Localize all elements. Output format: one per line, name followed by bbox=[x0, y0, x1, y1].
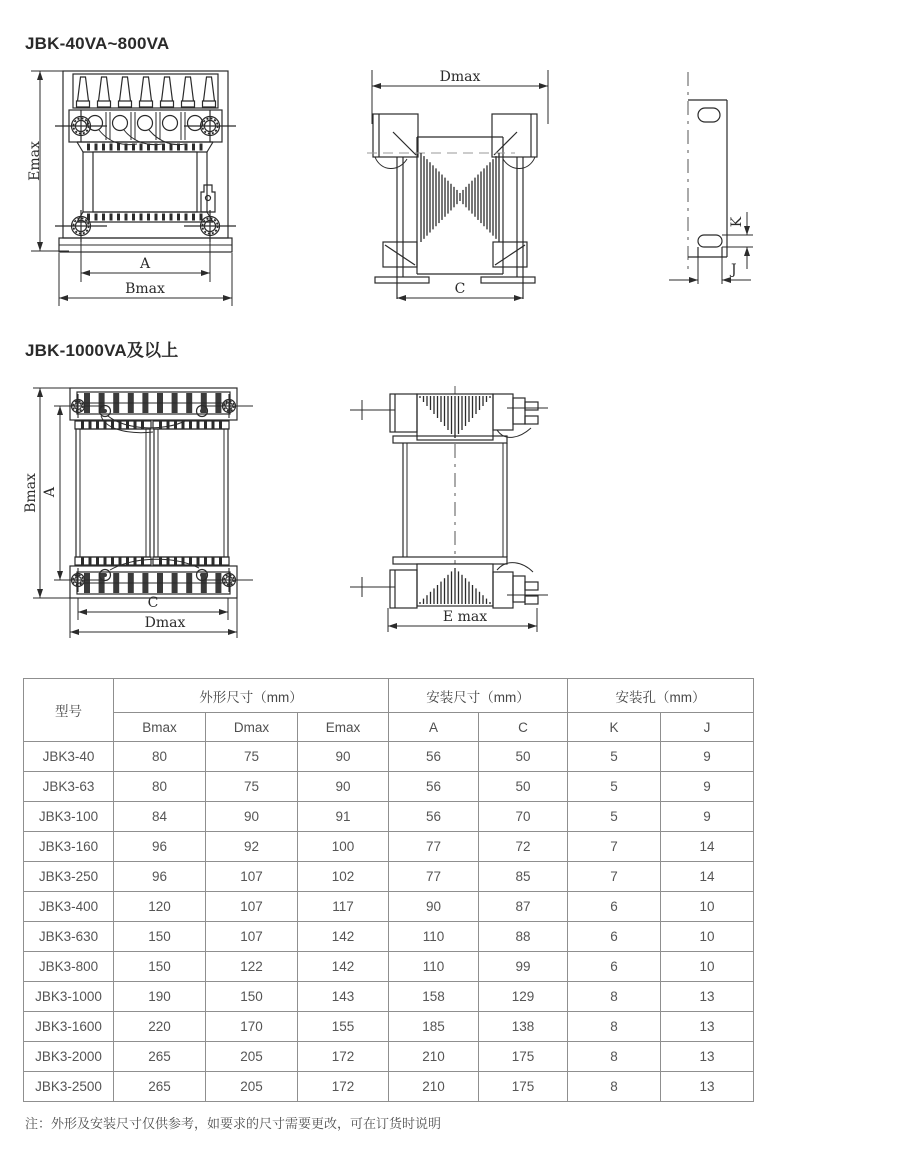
value-cell: 56 bbox=[389, 742, 479, 772]
value-cell: 120 bbox=[114, 892, 206, 922]
value-cell: 110 bbox=[389, 952, 479, 982]
model-cell: JBK3-2000 bbox=[24, 1042, 114, 1072]
table-row bbox=[24, 862, 754, 892]
value-cell: 90 bbox=[298, 742, 389, 772]
emax2-dim-label: E max bbox=[442, 609, 488, 625]
table-row bbox=[24, 1012, 754, 1042]
value-cell: 87 bbox=[479, 892, 568, 922]
bmax-dim-label: Bmax bbox=[125, 281, 165, 297]
value-cell: 210 bbox=[389, 1072, 479, 1102]
value-cell: 77 bbox=[389, 862, 479, 892]
value-cell: 96 bbox=[114, 832, 206, 862]
value-cell: 80 bbox=[114, 772, 206, 802]
model-cell: JBK3-630 bbox=[24, 922, 114, 952]
value-cell: 92 bbox=[206, 832, 298, 862]
a2-dim-label: A bbox=[42, 486, 58, 498]
k-dim-label: K bbox=[729, 216, 745, 228]
group-header-mounting-holes: 安装孔（mm） bbox=[568, 679, 754, 713]
value-cell: 150 bbox=[206, 982, 298, 1012]
value-cell: 9 bbox=[661, 772, 754, 802]
value-cell: 13 bbox=[661, 1072, 754, 1102]
model-cell: JBK3-160 bbox=[24, 832, 114, 862]
value-cell: 10 bbox=[661, 892, 754, 922]
emax-dim-label: Emax bbox=[27, 141, 43, 181]
model-cell: JBK3-800 bbox=[24, 952, 114, 982]
value-cell: 90 bbox=[298, 772, 389, 802]
value-cell: 70 bbox=[479, 802, 568, 832]
value-cell: 6 bbox=[568, 892, 661, 922]
drawing-small-side-view bbox=[355, 62, 555, 307]
table-row bbox=[24, 982, 754, 1012]
table-row bbox=[24, 772, 754, 802]
value-cell: 143 bbox=[298, 982, 389, 1012]
subheader-emax: Emax bbox=[298, 713, 389, 742]
subheader-bmax: Bmax bbox=[114, 713, 206, 742]
winding-hatch bbox=[421, 153, 499, 242]
dmax-dim-label: Dmax bbox=[439, 69, 481, 85]
value-cell: 158 bbox=[389, 982, 479, 1012]
value-cell: 220 bbox=[114, 1012, 206, 1042]
value-cell: 88 bbox=[479, 922, 568, 952]
value-cell: 7 bbox=[568, 832, 661, 862]
group-header-mounting-dims: 安装尺寸（mm） bbox=[389, 679, 568, 713]
value-cell: 265 bbox=[114, 1042, 206, 1072]
value-cell: 210 bbox=[389, 1042, 479, 1072]
value-cell: 6 bbox=[568, 922, 661, 952]
dmax2-dim-label: Dmax bbox=[144, 615, 186, 631]
value-cell: 56 bbox=[389, 802, 479, 832]
value-cell: 7 bbox=[568, 862, 661, 892]
value-cell: 99 bbox=[479, 952, 568, 982]
value-cell: 142 bbox=[298, 922, 389, 952]
value-cell: 110 bbox=[389, 922, 479, 952]
value-cell: 14 bbox=[661, 862, 754, 892]
value-cell: 8 bbox=[568, 1012, 661, 1042]
value-cell: 185 bbox=[389, 1012, 479, 1042]
j-dim-label: J bbox=[731, 262, 737, 278]
value-cell: 150 bbox=[114, 922, 206, 952]
value-cell: 75 bbox=[206, 742, 298, 772]
value-cell: 117 bbox=[298, 892, 389, 922]
group-header-outline-dims: 外形尺寸（mm） bbox=[114, 679, 389, 713]
value-cell: 8 bbox=[568, 1072, 661, 1102]
value-cell: 190 bbox=[114, 982, 206, 1012]
section2-title: JBK-1000VA及以上 bbox=[25, 341, 179, 360]
value-cell: 107 bbox=[206, 892, 298, 922]
value-cell: 80 bbox=[114, 742, 206, 772]
value-cell: 75 bbox=[206, 772, 298, 802]
c-dim-label: C bbox=[454, 281, 466, 297]
value-cell: 172 bbox=[298, 1072, 389, 1102]
table-row bbox=[24, 1072, 754, 1102]
section1-title: JBK-40VA~800VA bbox=[25, 34, 170, 53]
value-cell: 150 bbox=[114, 952, 206, 982]
model-cell: JBK3-400 bbox=[24, 892, 114, 922]
drawing-large-front-view bbox=[15, 380, 265, 650]
value-cell: 13 bbox=[661, 1012, 754, 1042]
drawing-mounting-hole-detail bbox=[655, 62, 785, 292]
value-cell: 8 bbox=[568, 982, 661, 1012]
table-row bbox=[24, 742, 754, 772]
value-cell: 14 bbox=[661, 832, 754, 862]
value-cell: 172 bbox=[298, 1042, 389, 1072]
value-cell: 205 bbox=[206, 1042, 298, 1072]
bmax2-dim-label: Bmax bbox=[23, 473, 39, 513]
table-row bbox=[24, 802, 754, 832]
value-cell: 175 bbox=[479, 1072, 568, 1102]
value-cell: 72 bbox=[479, 832, 568, 862]
value-cell: 265 bbox=[114, 1072, 206, 1102]
value-cell: 10 bbox=[661, 952, 754, 982]
value-cell: 90 bbox=[389, 892, 479, 922]
table-row bbox=[24, 832, 754, 862]
value-cell: 107 bbox=[206, 922, 298, 952]
model-cell: JBK3-63 bbox=[24, 772, 114, 802]
model-column-header: 型号 bbox=[24, 679, 114, 742]
value-cell: 96 bbox=[114, 862, 206, 892]
subheader-c: C bbox=[479, 713, 568, 742]
model-cell: JBK3-1600 bbox=[24, 1012, 114, 1042]
value-cell: 13 bbox=[661, 1042, 754, 1072]
value-cell: 205 bbox=[206, 1072, 298, 1102]
model-cell: JBK3-250 bbox=[24, 862, 114, 892]
value-cell: 85 bbox=[479, 862, 568, 892]
value-cell: 5 bbox=[568, 772, 661, 802]
model-cell: JBK3-2500 bbox=[24, 1072, 114, 1102]
value-cell: 6 bbox=[568, 952, 661, 982]
value-cell: 50 bbox=[479, 772, 568, 802]
value-cell: 56 bbox=[389, 772, 479, 802]
value-cell: 90 bbox=[206, 802, 298, 832]
c2-dim-label: C bbox=[147, 595, 159, 611]
value-cell: 77 bbox=[389, 832, 479, 862]
value-cell: 13 bbox=[661, 982, 754, 1012]
value-cell: 5 bbox=[568, 802, 661, 832]
drawing-large-side-view bbox=[335, 380, 565, 650]
value-cell: 91 bbox=[298, 802, 389, 832]
subheader-j: J bbox=[661, 713, 754, 742]
value-cell: 8 bbox=[568, 1042, 661, 1072]
table-note: 注：外形及安装尺寸仅供参考，如要求的尺寸需要更改，可在订货时说明 bbox=[25, 1116, 442, 1131]
value-cell: 122 bbox=[206, 952, 298, 982]
table-row bbox=[24, 1042, 754, 1072]
table-row bbox=[24, 952, 754, 982]
value-cell: 170 bbox=[206, 1012, 298, 1042]
value-cell: 175 bbox=[479, 1042, 568, 1072]
value-cell: 5 bbox=[568, 742, 661, 772]
value-cell: 50 bbox=[479, 742, 568, 772]
value-cell: 9 bbox=[661, 802, 754, 832]
model-cell: JBK3-1000 bbox=[24, 982, 114, 1012]
model-cell: JBK3-100 bbox=[24, 802, 114, 832]
dimensions-table bbox=[23, 678, 754, 1102]
value-cell: 107 bbox=[206, 862, 298, 892]
value-cell: 100 bbox=[298, 832, 389, 862]
value-cell: 10 bbox=[661, 922, 754, 952]
value-cell: 138 bbox=[479, 1012, 568, 1042]
dimensions-table-body bbox=[24, 742, 754, 1102]
value-cell: 84 bbox=[114, 802, 206, 832]
table-row bbox=[24, 892, 754, 922]
model-cell: JBK3-40 bbox=[24, 742, 114, 772]
a-dim-label: A bbox=[139, 256, 151, 272]
table-row bbox=[24, 922, 754, 952]
subheader-dmax: Dmax bbox=[206, 713, 298, 742]
drawing-small-front-view bbox=[25, 60, 235, 310]
value-cell: 142 bbox=[298, 952, 389, 982]
subheader-a: A bbox=[389, 713, 479, 742]
value-cell: 102 bbox=[298, 862, 389, 892]
subheader-k: K bbox=[568, 713, 661, 742]
value-cell: 9 bbox=[661, 742, 754, 772]
value-cell: 155 bbox=[298, 1012, 389, 1042]
value-cell: 129 bbox=[479, 982, 568, 1012]
